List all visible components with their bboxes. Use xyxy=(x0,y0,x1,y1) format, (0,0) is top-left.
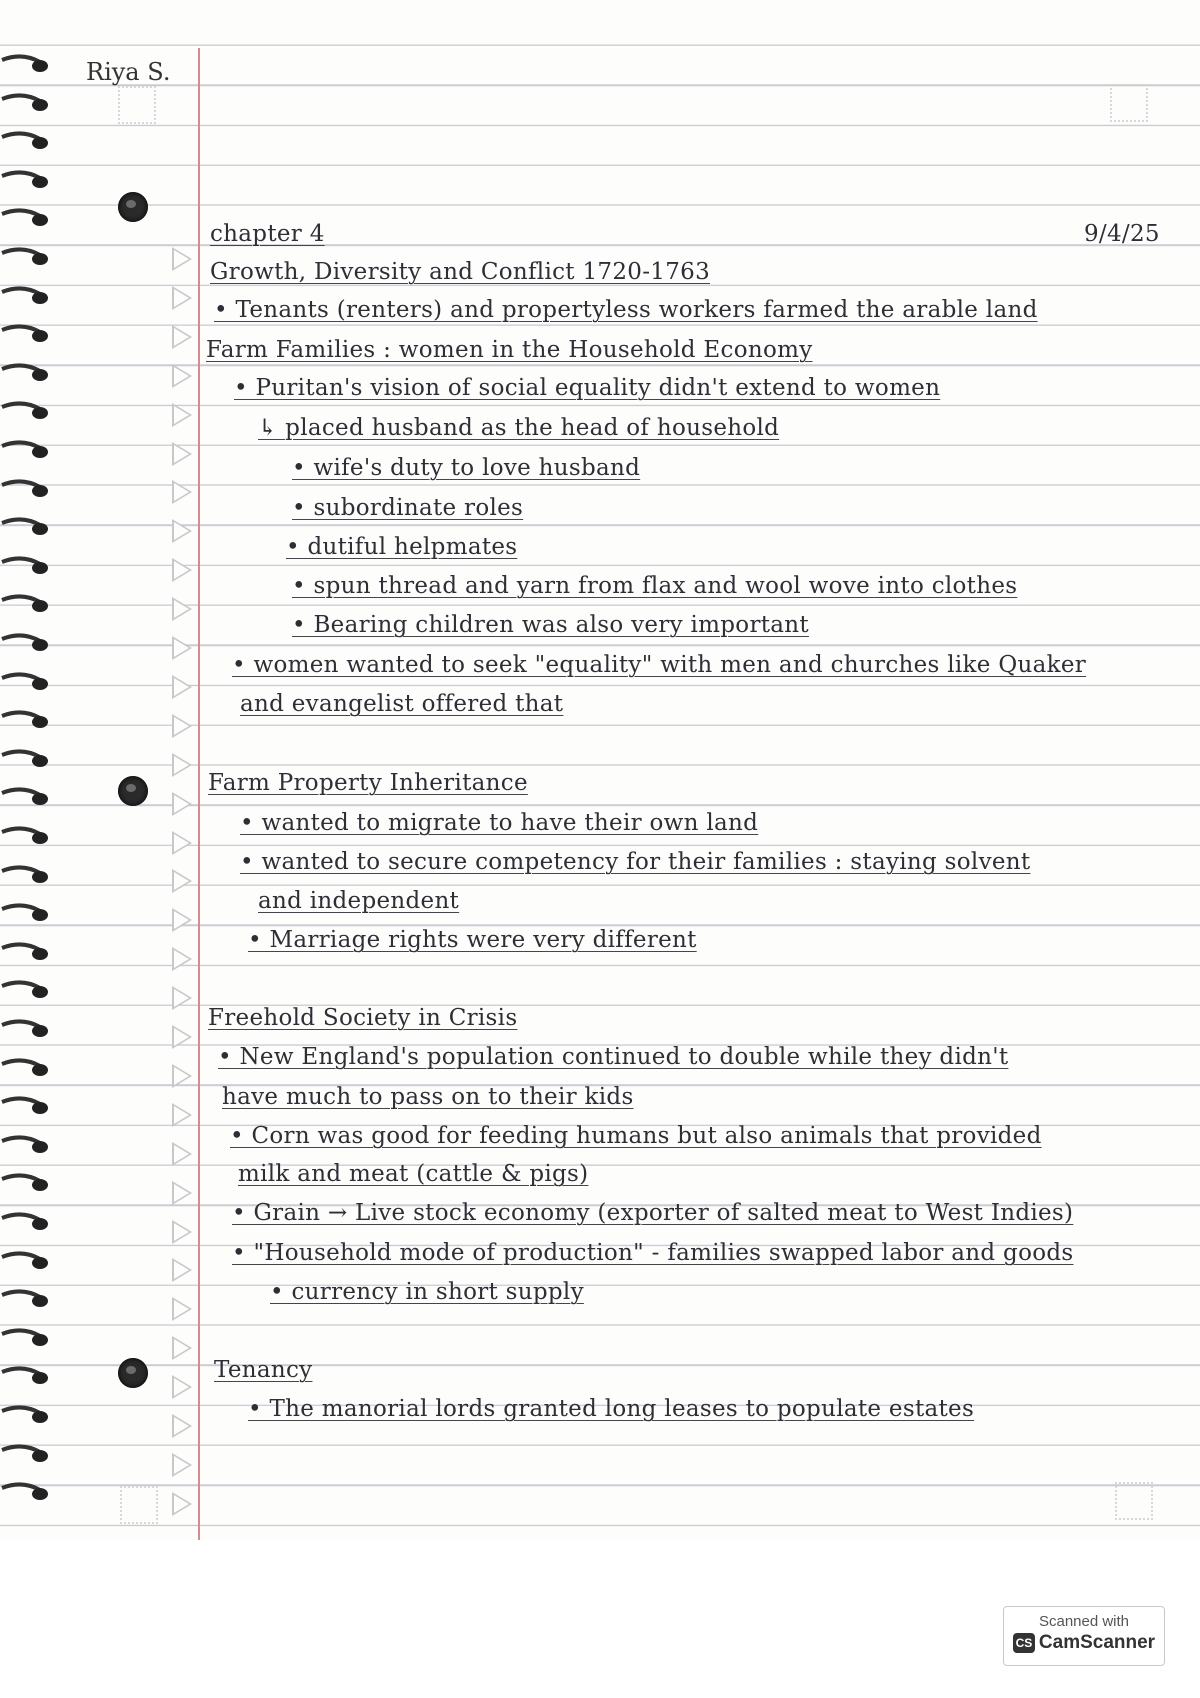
corner-marker-icon xyxy=(1115,1482,1153,1520)
spiral-coil-icon xyxy=(0,359,56,389)
watermark-brand-text: CamScanner xyxy=(1038,1632,1156,1653)
spiral-coil-icon xyxy=(0,590,56,620)
spiral-coil-icon xyxy=(0,1440,56,1470)
spiral-coil-icon xyxy=(0,1054,56,1084)
triangle-marker-icon xyxy=(172,714,192,738)
camscanner-watermark xyxy=(1003,1606,1165,1666)
spiral-coil-icon xyxy=(0,1285,56,1315)
spiral-binding xyxy=(0,50,60,1540)
spiral-coil-icon xyxy=(0,166,56,196)
note-line: and evangelist offered that xyxy=(240,691,564,717)
note-line: • wanted to secure competency for their families : staying solvent xyxy=(240,849,1031,875)
note-line: • "Household mode of production" - families swapped labor and goods xyxy=(232,1240,1074,1266)
triangle-marker-icon xyxy=(172,364,192,388)
note-line: • Bearing children was also very important xyxy=(292,612,809,638)
margin-line xyxy=(198,48,200,1540)
triangle-marker-icon xyxy=(172,869,192,893)
triangle-marker-icon xyxy=(172,480,192,504)
spiral-coil-icon xyxy=(0,475,56,505)
triangle-marker-icon xyxy=(172,558,192,582)
triangle-marker-icon xyxy=(172,247,192,271)
spiral-coil-icon xyxy=(0,745,56,775)
spiral-coil-icon xyxy=(0,783,56,813)
note-line: have much to pass on to their kids xyxy=(222,1084,634,1110)
spiral-coil-icon xyxy=(0,1092,56,1122)
triangle-marker-icon xyxy=(172,1258,192,1282)
note-line: • The manorial lords granted long leases to populate estates xyxy=(248,1396,975,1422)
note-line: Tenancy xyxy=(214,1357,313,1383)
spiral-coil-icon xyxy=(0,1169,56,1199)
spiral-coil-icon xyxy=(0,397,56,427)
spiral-coil-icon xyxy=(0,552,56,582)
camscanner-logo-icon: CS xyxy=(1013,1633,1035,1653)
punch-hole-icon xyxy=(118,192,148,222)
triangle-marker-icon xyxy=(172,1453,192,1477)
triangle-marker-icon xyxy=(172,325,192,349)
triangle-marker-icon xyxy=(172,442,192,466)
triangle-marker-icon xyxy=(172,1142,192,1166)
date-label: 9/4/25 xyxy=(1084,221,1160,247)
note-line: • Corn was good for feeding humans but also animals that provided xyxy=(230,1123,1042,1149)
note-line: • women wanted to seek "equality" with men and churches like Quaker xyxy=(232,652,1087,678)
corner-marker-icon xyxy=(118,86,156,124)
note-line: • currency in short supply xyxy=(270,1279,584,1305)
note-line: Growth, Diversity and Conflict 1720-1763 xyxy=(210,259,710,285)
triangle-marker-icon xyxy=(172,1181,192,1205)
triangle-marker-icon xyxy=(172,403,192,427)
triangle-marker-icon xyxy=(172,753,192,777)
spiral-coil-icon xyxy=(0,1362,56,1392)
spiral-coil-icon xyxy=(0,899,56,929)
triangle-marker-icon xyxy=(172,1025,192,1049)
triangle-marker-icon xyxy=(172,286,192,310)
spiral-coil-icon xyxy=(0,1478,56,1508)
spiral-coil-icon xyxy=(0,668,56,698)
triangle-marker-icon xyxy=(172,1220,192,1244)
spiral-coil-icon xyxy=(0,436,56,466)
spiral-coil-icon xyxy=(0,822,56,852)
watermark-top-text: Scanned with xyxy=(1038,1613,1130,1630)
punch-hole-icon xyxy=(118,776,148,806)
triangle-marker-icon xyxy=(172,1375,192,1399)
spiral-coil-icon xyxy=(0,513,56,543)
triangle-marker-icon xyxy=(172,1064,192,1088)
note-line: • dutiful helpmates xyxy=(286,534,518,560)
note-line: and independent xyxy=(258,888,460,914)
note-line: • New England's population continued to double while they didn't xyxy=(218,1044,1009,1070)
triangle-marker-icon xyxy=(172,908,192,932)
watermark-brand xyxy=(1004,1632,1164,1654)
triangle-marker-icon xyxy=(172,1414,192,1438)
triangle-marker-icon xyxy=(172,1297,192,1321)
note-line: • spun thread and yarn from flax and wool wove into clothes xyxy=(292,573,1018,599)
punch-hole-icon xyxy=(118,1358,148,1388)
spiral-coil-icon xyxy=(0,204,56,234)
spiral-coil-icon xyxy=(0,282,56,312)
spiral-coil-icon xyxy=(0,243,56,273)
triangle-marker-icon xyxy=(172,636,192,660)
note-line: Farm Property Inheritance xyxy=(208,770,528,796)
triangle-marker-icon xyxy=(172,675,192,699)
spiral-coil-icon xyxy=(0,1401,56,1431)
spiral-coil-icon xyxy=(0,127,56,157)
note-line: chapter 4 xyxy=(210,221,325,247)
author-name: Riya S. xyxy=(86,58,171,86)
spiral-coil-icon xyxy=(0,938,56,968)
note-line: • wanted to migrate to have their own land xyxy=(240,810,759,836)
note-line: • Marriage rights were very different xyxy=(248,927,697,953)
spiral-coil-icon xyxy=(0,50,56,80)
spiral-coil-icon xyxy=(0,1131,56,1161)
note-line: • Grain → Live stock economy (exporter of salted meat to West Indies) xyxy=(232,1200,1074,1226)
spiral-coil-icon xyxy=(0,861,56,891)
note-line: ↳ placed husband as the head of household xyxy=(258,415,780,441)
spiral-coil-icon xyxy=(0,1208,56,1238)
spiral-coil-icon xyxy=(0,1324,56,1354)
note-line: • Tenants (renters) and propertyless workers farmed the arable land xyxy=(214,297,1038,323)
triangle-marker-icon xyxy=(172,792,192,816)
note-line: • Puritan's vision of social equality didn't extend to women xyxy=(234,375,941,401)
triangle-marker-icon xyxy=(172,947,192,971)
triangle-marker-icon xyxy=(172,831,192,855)
note-line: Freehold Society in Crisis xyxy=(208,1005,518,1031)
spiral-coil-icon xyxy=(0,89,56,119)
spiral-coil-icon xyxy=(0,629,56,659)
spiral-coil-icon xyxy=(0,320,56,350)
triangle-marker-icon xyxy=(172,1492,192,1516)
triangle-marker-icon xyxy=(172,986,192,1010)
corner-marker-icon xyxy=(1110,84,1148,122)
spiral-coil-icon xyxy=(0,976,56,1006)
spiral-coil-icon xyxy=(0,706,56,736)
triangle-marker-icon xyxy=(172,1336,192,1360)
triangle-marker-icon xyxy=(172,1103,192,1127)
corner-marker-icon xyxy=(120,1486,158,1524)
note-line: milk and meat (cattle & pigs) xyxy=(238,1161,589,1187)
note-line: • wife's duty to love husband xyxy=(292,455,641,481)
spiral-coil-icon xyxy=(0,1247,56,1277)
note-line: Farm Families : women in the Household Economy xyxy=(206,337,813,363)
triangle-marker-icon xyxy=(172,519,192,543)
note-line: • subordinate roles xyxy=(292,495,524,521)
triangle-marker-icon xyxy=(172,597,192,621)
spiral-coil-icon xyxy=(0,1015,56,1045)
